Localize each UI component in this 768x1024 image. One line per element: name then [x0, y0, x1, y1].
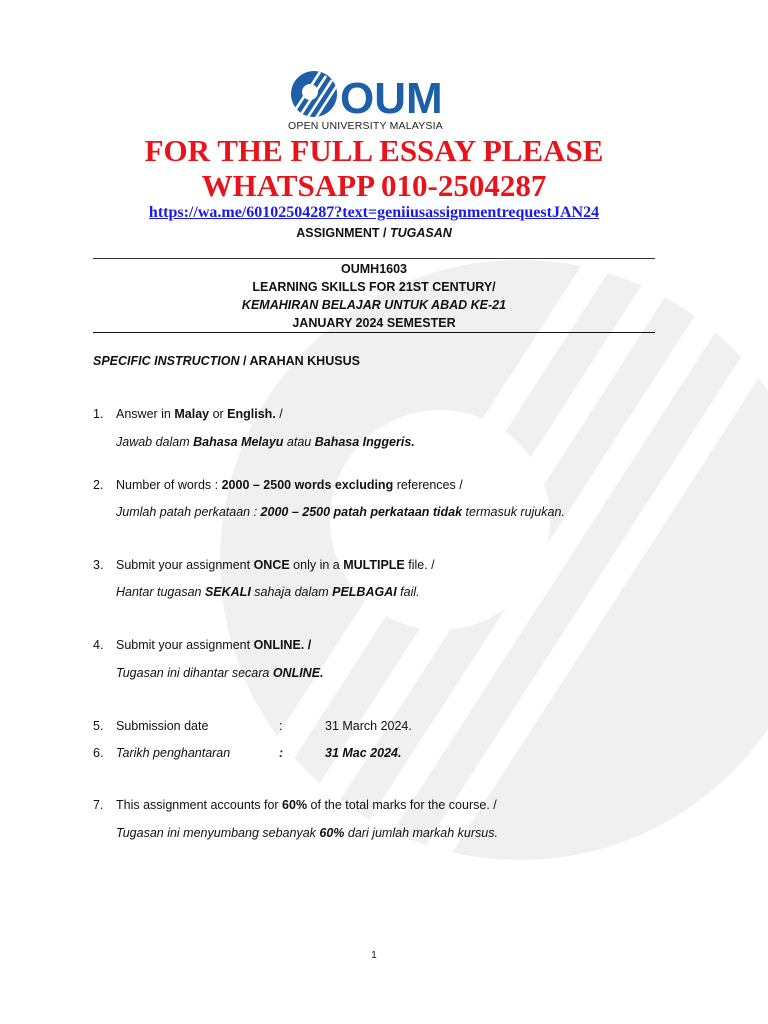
assignment-heading: ASSIGNMENT / TUGASAN [296, 226, 452, 240]
bottom-divider [93, 332, 655, 333]
semester: JANUARY 2024 SEMESTER [292, 316, 456, 330]
submission-date-value: 31 March 2024. [325, 719, 412, 733]
instruction-translation-2: Jumlah patah perkataan : 2000 – 2500 patah perkataan tidak termasuk rujukan. [116, 505, 565, 519]
promo-line-1: FOR THE FULL ESSAY PLEASE [144, 133, 604, 168]
submission-date-label: Submission date [116, 719, 209, 733]
instruction-text: Answer in Malay or English. / [116, 407, 283, 421]
top-divider [93, 258, 655, 259]
instruction-translation-3: Hantar tugasan SEKALI sahaja dalam PELBAGAI fail. [116, 585, 420, 599]
instruction-text: Number of words : 2000 – 2500 words excluding references / [116, 478, 463, 492]
instruction-translation-1: Jawab dalam Bahasa Melayu atau Bahasa Inggeris. [116, 435, 415, 449]
tarikh-value: 31 Mac 2024. [325, 746, 402, 760]
page-number: 1 [371, 950, 377, 961]
course-title-en: LEARNING SKILLS FOR 21ST CENTURY/ [252, 280, 496, 294]
instruction-translation-4: Tugasan ini dihantar secara ONLINE. [116, 666, 324, 680]
logo-subtitle: OPEN UNIVERSITY MALAYSIA [288, 120, 443, 132]
course-code: OUMH1603 [341, 262, 407, 276]
promo-line-2: WHATSAPP 010-2504287 [201, 168, 547, 203]
instruction-text: Submit your assignment ONLINE. / [116, 638, 312, 652]
tarikh-label: Tarikh penghantaran [116, 746, 231, 760]
instruction-text: This assignment accounts for 60% of the total marks for the course. / [116, 798, 497, 812]
whatsapp-link[interactable]: https://wa.me/60102504287?text=geniiusassignmentrequestJAN24 [148, 204, 600, 221]
logo-wordmark: OUM [340, 74, 443, 123]
section-heading: SPECIFIC INSTRUCTION / ARAHAN KHUSUS [93, 354, 360, 368]
course-title-ms: KEMAHIRAN BELAJAR UNTUK ABAD KE-21 [241, 298, 507, 312]
instruction-translation-7: Tugasan ini menyumbang sebanyak 60% dari jumlah markah kursus. [116, 826, 498, 840]
instruction-text: Submit your assignment ONCE only in a MULTIPLE file. / [116, 558, 435, 572]
